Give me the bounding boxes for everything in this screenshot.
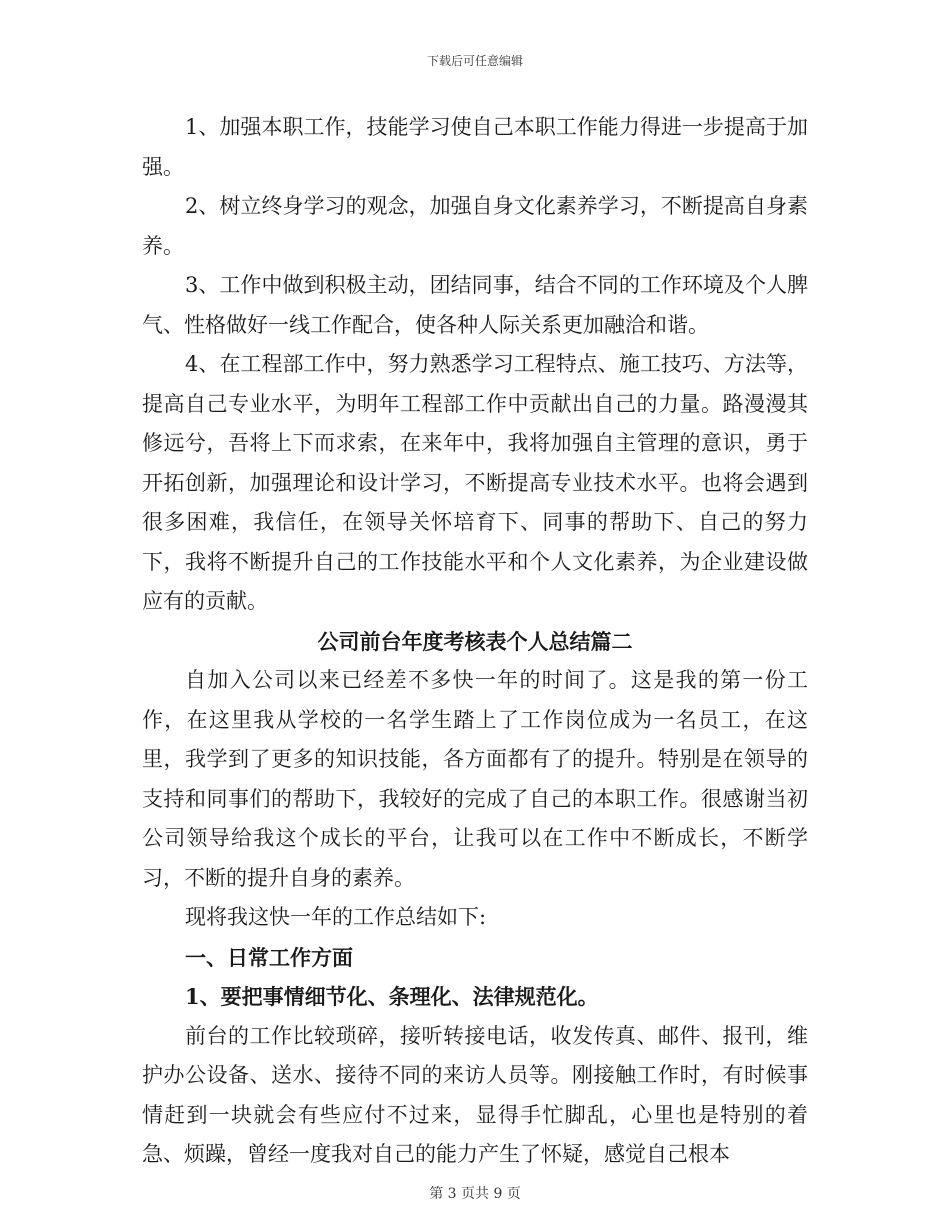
page-header: 下载后可任意编辑 xyxy=(426,54,523,68)
paragraph-1: 1、加强本职工作，技能学习使自己本职工作能力得进一步提高于加强。 xyxy=(142,115,808,179)
heading-daily-work: 一、日常工作方面 xyxy=(185,944,353,970)
heading-detail: 1、要把事情细节化、条理化、法律规范化。 xyxy=(185,984,599,1009)
paragraph-6: 现将我这快一年的工作总结如下: xyxy=(185,905,487,929)
paragraph-5: 自加入公司以来已经差不多快一年的时间了。这是我的第一份工作，在这里我从学校的一名学生踏上了工作岗位成为一名员工，在这里，我学到了更多的知识技能，各方面都有了的提升。特别是在领导的支持和同事们的帮助下，我较好的完成了自己的本职工作。很感谢当初公司领导给我这个成长的平台，让我可以在工作中不断成长，不断学习，不断的提升自身的素养。 xyxy=(142,668,808,890)
paragraph-4: 4、在工程部工作中，努力熟悉学习工程特点、施工技巧、方法等，提高自己专业水平，为明年工程部工作中贡献出自己的力量。路漫漫其修远兮，吾将上下而求索，在来年中，我将加强自主管理的意识，勇于开拓创新，加强理论和设计学习，不断提高专业技术水平。也将会遇到很多困难，我信任，在领导关怀培育下、同事的帮助下、自己的努力下，我将不断提升自己的工作技能水平和个人文化素养，为企业建设做应有的贡献。 xyxy=(142,352,808,613)
paragraph-3: 3、工作中做到积极主动，团结同事，结合不同的工作环境及个人脾气、性格做好一线工作配合，使各种人际关系更加融洽和谐。 xyxy=(142,273,808,337)
paragraph-2: 2、树立终身学习的观念，加强自身文化素养学习，不断提高自身素养。 xyxy=(142,194,808,258)
page-footer: 第 3 页共 9 页 xyxy=(429,1186,521,1202)
document-body xyxy=(142,108,808,1175)
section-title: 公司前台年度考核表个人总结篇二 xyxy=(317,628,633,654)
paragraph-7: 前台的工作比较琐碎，接听转接电话，收发传真、邮件、报刊，维护办公设备、送水、接待不同的来访人员等。刚接触工作时，有时候事情赶到一块就会有些应付不过来，显得手忙脚乱，心里也是特别的着急、烦躁，曾经一度我对自己的能力产生了怀疑，感觉自己根本 xyxy=(142,1023,808,1166)
